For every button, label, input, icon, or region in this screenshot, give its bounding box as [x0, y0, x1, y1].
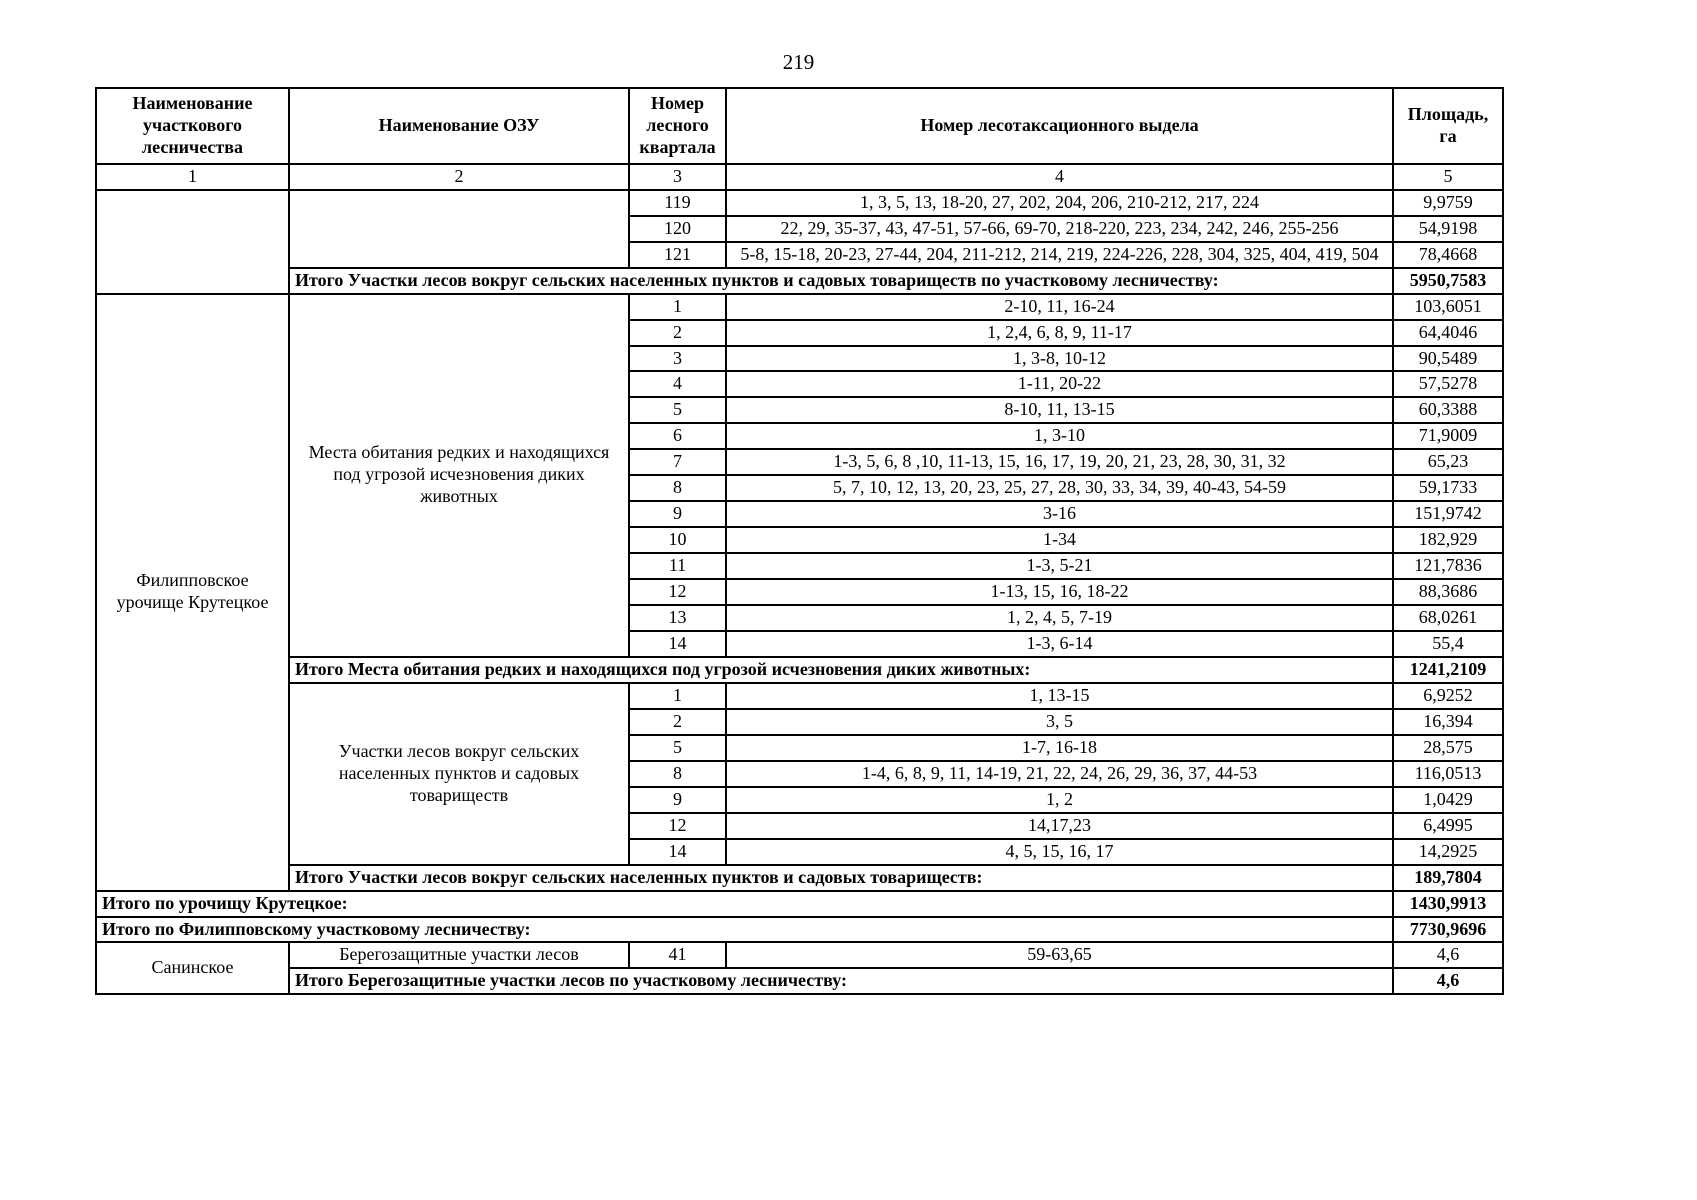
quarter-number-cell: 3: [629, 346, 726, 372]
vydel-numbers-cell: 1, 3-10: [726, 423, 1393, 449]
total-area-cell: 5950,7583: [1393, 268, 1503, 294]
header-row: [96, 88, 1503, 164]
vydel-numbers-cell: 14,17,23: [726, 813, 1393, 839]
quarter-number-cell: 119: [629, 190, 726, 216]
ozu-name-cell: Места обитания редких и находящихся под угрозой исчезновения диких животных: [289, 294, 629, 657]
vydel-numbers-cell: 1-3, 5-21: [726, 553, 1393, 579]
area-cell: 71,9009: [1393, 423, 1503, 449]
quarter-number-cell: 41: [629, 942, 726, 968]
table-row: [96, 657, 1503, 683]
ozu-name-cell: Берегозащитные участки лесов: [289, 942, 629, 968]
quarter-number-cell: 12: [629, 579, 726, 605]
area-cell: 57,5278: [1393, 371, 1503, 397]
area-cell: 90,5489: [1393, 346, 1503, 372]
vydel-numbers-cell: 5, 7, 10, 12, 13, 20, 23, 25, 27, 28, 30, 33, 34, 39, 40-43, 54-59: [726, 475, 1393, 501]
area-cell: 182,929: [1393, 527, 1503, 553]
total-area-cell: 189,7804: [1393, 865, 1503, 891]
quarter-number-cell: 8: [629, 761, 726, 787]
vydel-numbers-cell: 59-63,65: [726, 942, 1393, 968]
vydel-numbers-cell: 1, 2: [726, 787, 1393, 813]
table-row: [96, 917, 1503, 943]
vydel-numbers-cell: 22, 29, 35-37, 43, 47-51, 57-66, 69-70, 218-220, 223, 234, 242, 246, 255-256: [726, 216, 1393, 242]
quarter-number-cell: 12: [629, 813, 726, 839]
table-row: [96, 891, 1503, 917]
ozu-name-cell: Участки лесов вокруг сельских населенных пунктов и садовых товариществ: [289, 683, 629, 865]
quarter-number-cell: 11: [629, 553, 726, 579]
vydel-numbers-cell: 1-4, 6, 8, 9, 11, 14-19, 21, 22, 24, 26, 29, 36, 37, 44-53: [726, 761, 1393, 787]
vydel-numbers-cell: 1, 2,4, 6, 8, 9, 11-17: [726, 320, 1393, 346]
quarter-number-cell: 1: [629, 683, 726, 709]
vydel-numbers-cell: 1-3, 6-14: [726, 631, 1393, 657]
area-cell: 6,9252: [1393, 683, 1503, 709]
area-cell: 1,0429: [1393, 787, 1503, 813]
area-cell: 116,0513: [1393, 761, 1503, 787]
area-cell: 65,23: [1393, 449, 1503, 475]
vydel-numbers-cell: 3, 5: [726, 709, 1393, 735]
area-cell: 14,2925: [1393, 839, 1503, 865]
table-row: [96, 865, 1503, 891]
total-area-cell: 7730,9696: [1393, 917, 1503, 943]
total-label-cell: Итого Места обитания редких и находящихся под угрозой исчезновения диких животных:: [289, 657, 1393, 683]
area-cell: 16,394: [1393, 709, 1503, 735]
forestry-name-cell: Филипповское урочище Крутецкое: [96, 294, 289, 891]
area-cell: 60,3388: [1393, 397, 1503, 423]
table-header: [96, 88, 1503, 190]
quarter-number-cell: 9: [629, 787, 726, 813]
area-cell: 103,6051: [1393, 294, 1503, 320]
area-cell: 121,7836: [1393, 553, 1503, 579]
total-area-cell: 4,6: [1393, 968, 1503, 994]
vydel-numbers-cell: 2-10, 11, 16-24: [726, 294, 1393, 320]
area-cell: 4,6: [1393, 942, 1503, 968]
header-vydel-number: Номер лесотаксационного выдела: [726, 88, 1393, 164]
quarter-number-cell: 5: [629, 735, 726, 761]
header-quarter-number: Номер лесного квартала: [629, 88, 726, 164]
quarter-number-cell: 7: [629, 449, 726, 475]
table-row: [96, 268, 1503, 294]
quarter-number-cell: 10: [629, 527, 726, 553]
vydel-numbers-cell: 1-13, 15, 16, 18-22: [726, 579, 1393, 605]
total-area-cell: 1241,2109: [1393, 657, 1503, 683]
area-cell: 151,9742: [1393, 501, 1503, 527]
vydel-numbers-cell: 1, 13-15: [726, 683, 1393, 709]
total-label-cell: Итого по урочищу Крутецкое:: [96, 891, 1393, 917]
column-number-cell: 1: [96, 164, 289, 190]
quarter-number-cell: 5: [629, 397, 726, 423]
column-number-cell: 2: [289, 164, 629, 190]
area-cell: 88,3686: [1393, 579, 1503, 605]
vydel-numbers-cell: 1-34: [726, 527, 1393, 553]
vydel-numbers-cell: 1-7, 16-18: [726, 735, 1393, 761]
quarter-number-cell: 6: [629, 423, 726, 449]
forestry-name-cell: Санинское: [96, 942, 289, 994]
table-row: [96, 942, 1503, 968]
total-label-cell: Итого Участки лесов вокруг сельских населенных пунктов и садовых товариществ:: [289, 865, 1393, 891]
vydel-numbers-cell: 1, 3-8, 10-12: [726, 346, 1393, 372]
area-cell: 59,1733: [1393, 475, 1503, 501]
quarter-number-cell: 4: [629, 371, 726, 397]
column-number-cell: 5: [1393, 164, 1503, 190]
column-numbers-row: [96, 164, 1503, 190]
forestry-table: [95, 87, 1504, 995]
total-label-cell: Итого Участки лесов вокруг сельских населенных пунктов и садовых товариществ по участковому лесничеству:: [289, 268, 1393, 294]
table-row: [96, 968, 1503, 994]
vydel-numbers-cell: 4, 5, 15, 16, 17: [726, 839, 1393, 865]
area-cell: 54,9198: [1393, 216, 1503, 242]
quarter-number-cell: 1: [629, 294, 726, 320]
total-area-cell: 1430,9913: [1393, 891, 1503, 917]
area-cell: 28,575: [1393, 735, 1503, 761]
table-row: [96, 294, 1503, 320]
column-number-cell: 3: [629, 164, 726, 190]
quarter-number-cell: 8: [629, 475, 726, 501]
header-forestry-name: Наименование участкового лесничества: [96, 88, 289, 164]
quarter-number-cell: 13: [629, 605, 726, 631]
vydel-numbers-cell: 1-3, 5, 6, 8 ,10, 11-13, 15, 16, 17, 19, 20, 21, 23, 28, 30, 31, 32: [726, 449, 1393, 475]
area-cell: 9,9759: [1393, 190, 1503, 216]
vydel-numbers-cell: 5-8, 15-18, 20-23, 27-44, 204, 211-212, 214, 219, 224-226, 228, 304, 325, 404, 419, 504: [726, 242, 1393, 268]
area-cell: 55,4: [1393, 631, 1503, 657]
area-cell: 68,0261: [1393, 605, 1503, 631]
forestry-name-cell: [96, 190, 289, 294]
header-area: Площадь, га: [1393, 88, 1503, 164]
quarter-number-cell: 14: [629, 631, 726, 657]
header-ozu-name: Наименование ОЗУ: [289, 88, 629, 164]
quarter-number-cell: 120: [629, 216, 726, 242]
vydel-numbers-cell: 1, 3, 5, 13, 18-20, 27, 202, 204, 206, 210-212, 217, 224: [726, 190, 1393, 216]
area-cell: 64,4046: [1393, 320, 1503, 346]
quarter-number-cell: 2: [629, 320, 726, 346]
ozu-name-cell: [289, 190, 629, 268]
vydel-numbers-cell: 3-16: [726, 501, 1393, 527]
quarter-number-cell: 2: [629, 709, 726, 735]
page-number: 219: [782, 50, 815, 74]
area-cell: 78,4668: [1393, 242, 1503, 268]
quarter-number-cell: 14: [629, 839, 726, 865]
vydel-numbers-cell: 1, 2, 4, 5, 7-19: [726, 605, 1393, 631]
vydel-numbers-cell: 8-10, 11, 13-15: [726, 397, 1393, 423]
vydel-numbers-cell: 1-11, 20-22: [726, 371, 1393, 397]
quarter-number-cell: 9: [629, 501, 726, 527]
table-row: [96, 190, 1503, 216]
total-label-cell: Итого Берегозащитные участки лесов по участковому лесничеству:: [289, 968, 1393, 994]
table-body: [96, 190, 1503, 995]
quarter-number-cell: 121: [629, 242, 726, 268]
total-label-cell: Итого по Филипповскому участковому лесничеству:: [96, 917, 1393, 943]
table-row: [96, 683, 1503, 709]
column-number-cell: 4: [726, 164, 1393, 190]
area-cell: 6,4995: [1393, 813, 1503, 839]
